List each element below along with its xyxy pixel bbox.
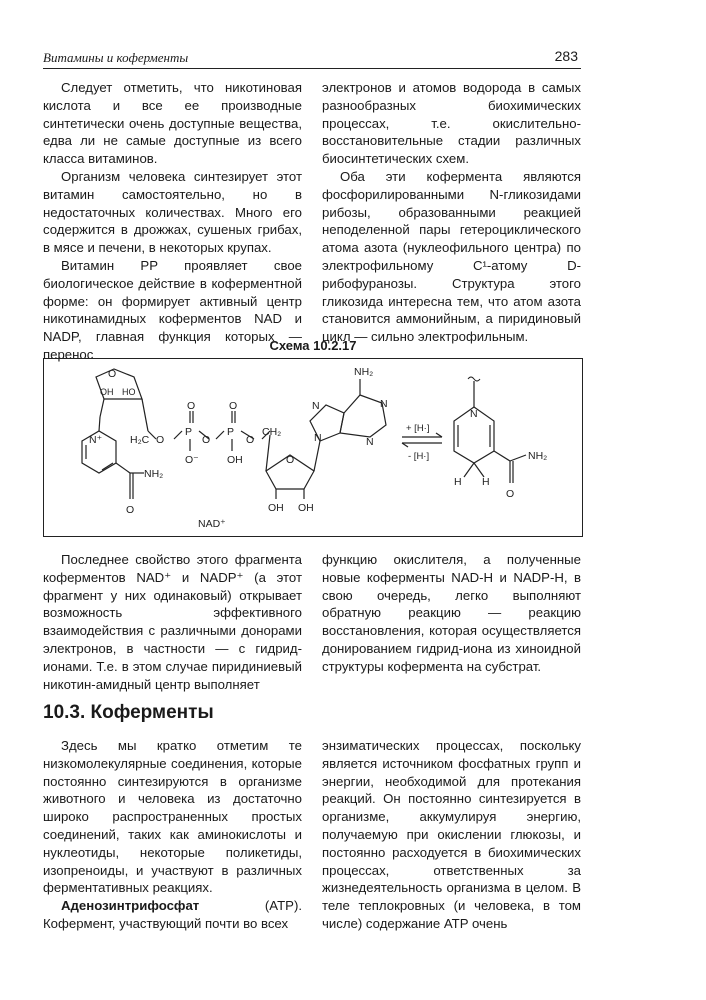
label-nh2-top: NH₂: [354, 366, 374, 378]
paragraph: функцию окислителя, а полученные новые коферменты NAD-H и NADP-H, в свою очередь, легко выполняют обратную реакцию — реакцию восстановления, которая осуществляется донированием гидрид-иона из хиноидной структуры кофермента на субстрат.: [322, 552, 581, 674]
chemical-structure-diagram: [44, 359, 582, 536]
label-o: O: [156, 434, 165, 446]
label-o: O: [506, 488, 515, 500]
label-n: N: [314, 432, 322, 444]
label-o: O: [229, 400, 238, 412]
term-atp: Аденозинтрифосфат: [61, 898, 200, 914]
label-n-plus: N⁺: [89, 434, 103, 446]
label-nh2-amide-right: NH₂: [528, 450, 548, 462]
label-h: H: [482, 476, 490, 488]
label-o: O: [246, 434, 255, 446]
label-o: O: [187, 400, 196, 412]
label-o: O: [202, 434, 211, 446]
term-atp-text: (ATP). Кофермент, участвующий почти во всех: [43, 898, 302, 931]
label-oh: OH: [100, 387, 114, 397]
column-right-bottom: [322, 737, 581, 933]
section-heading: 10.3. Коферменты: [43, 702, 214, 723]
label-h: H: [454, 476, 462, 488]
paragraph: Оба эти кофермента являются фосфорилированными N-гликозидами рибозы, образованными реакцией неподеленной пары гетероциклического атома азота (нуклеофильного центра) по электрофильному C¹-атому D-рибофуранозы. Структура этого гликозида интересна тем, что атом азота становится аммонийным, а пиридиновый цикл — сильно электрофильным.: [322, 168, 581, 345]
label-oh: OH: [298, 502, 314, 514]
paragraph: Организм человека синтезирует этот витамин самостоятельно, но в недостаточных количествах. Много его содержится в дрожжах, сушеных грибах, в мясе и печени, в некоторых крупах.: [43, 168, 302, 256]
column-left-bottom: [43, 737, 302, 933]
label-n: N: [470, 408, 478, 420]
scheme-figure: [43, 358, 583, 537]
label-nh2-amide-left: NH₂: [144, 468, 164, 480]
running-title: Витамины и коферменты: [43, 50, 189, 65]
paragraph: Витамин PP проявляет свое биологическое действие в коферментной форме: он формирует активный центр никотинамидных коферментов NAD и NADP, главная функция которых — перенос: [43, 257, 302, 362]
header-rule: [43, 68, 581, 69]
label-h2c: H₂C: [130, 434, 150, 446]
page-number: 283: [554, 48, 578, 64]
column-right-middle: [322, 551, 581, 676]
label-nad: NAD⁺: [198, 518, 226, 530]
paragraph: энзиматических процессах, поскольку является источником фосфатных групп и энергии, необходимой для протекания реакций. Он постоянно синтезируется в организме, аккумулируя энергию, получаемую при окислении глюкозы, и постоянно расходуется в биохимических процессах, ответственных за жизнедеятельность организма в целом. В теле теплокровных (и человека, в том числе) содержание ATP очень: [322, 738, 581, 931]
paragraph: Следует отметить, что никотиновая кислота и все ее производные синтетически очень доступные вещества, едва ли не самые доступные из всего класса витаминов.: [43, 80, 302, 167]
paragraph: Последнее свойство этого фрагмента коферментов NAD⁺ и NADP⁺ (а этот фрагмент у них одинаковый) открывает возможность эффективного взаимодействия с различными донорами электронов, в частности — с гидрид-ионами. Т.е. в этом случае пиридиниевый никотин-амидный центр выполняет: [43, 552, 302, 692]
paragraph: электронов и атомов водорода в самых разнообразных биохимических процессах, т.е. окислительно-восстановительные стадии различных биосинтетических схем.: [322, 80, 581, 167]
label-oh: OH: [268, 502, 284, 514]
label-o: O: [286, 454, 295, 466]
label-oh: OH: [227, 454, 243, 466]
label-o: O: [126, 504, 135, 516]
arrow-reverse-label: - [H·]: [408, 451, 430, 462]
label-ch2: CH₂: [262, 426, 282, 438]
paragraph: [43, 897, 302, 933]
column-left-top: [43, 79, 302, 364]
label-ho: HO: [122, 387, 136, 397]
label-n: N: [312, 400, 320, 412]
label-p: P: [227, 426, 235, 438]
label-n: N: [366, 436, 374, 448]
arrow-forward-label: + [H·]: [406, 423, 430, 434]
scheme-title: Схема 10.2.17: [269, 338, 357, 353]
label-o-minus: O⁻: [185, 454, 199, 466]
label-p: P: [185, 426, 193, 438]
column-left-middle: [43, 551, 302, 693]
label-n: N: [380, 398, 388, 410]
label-o: O: [108, 368, 117, 380]
column-right-top: [322, 79, 581, 346]
paragraph: Здесь мы кратко отметим те низкомолекулярные соединения, которые постоянно синтезируются в организме животного и человека из достаточно широко распространенных простых соединений, таких как аминокислоты и нуклеотиды, некоторые поликетиды, изопреноиды, и участвуют в различных ферментативных реакциях.: [43, 738, 302, 896]
